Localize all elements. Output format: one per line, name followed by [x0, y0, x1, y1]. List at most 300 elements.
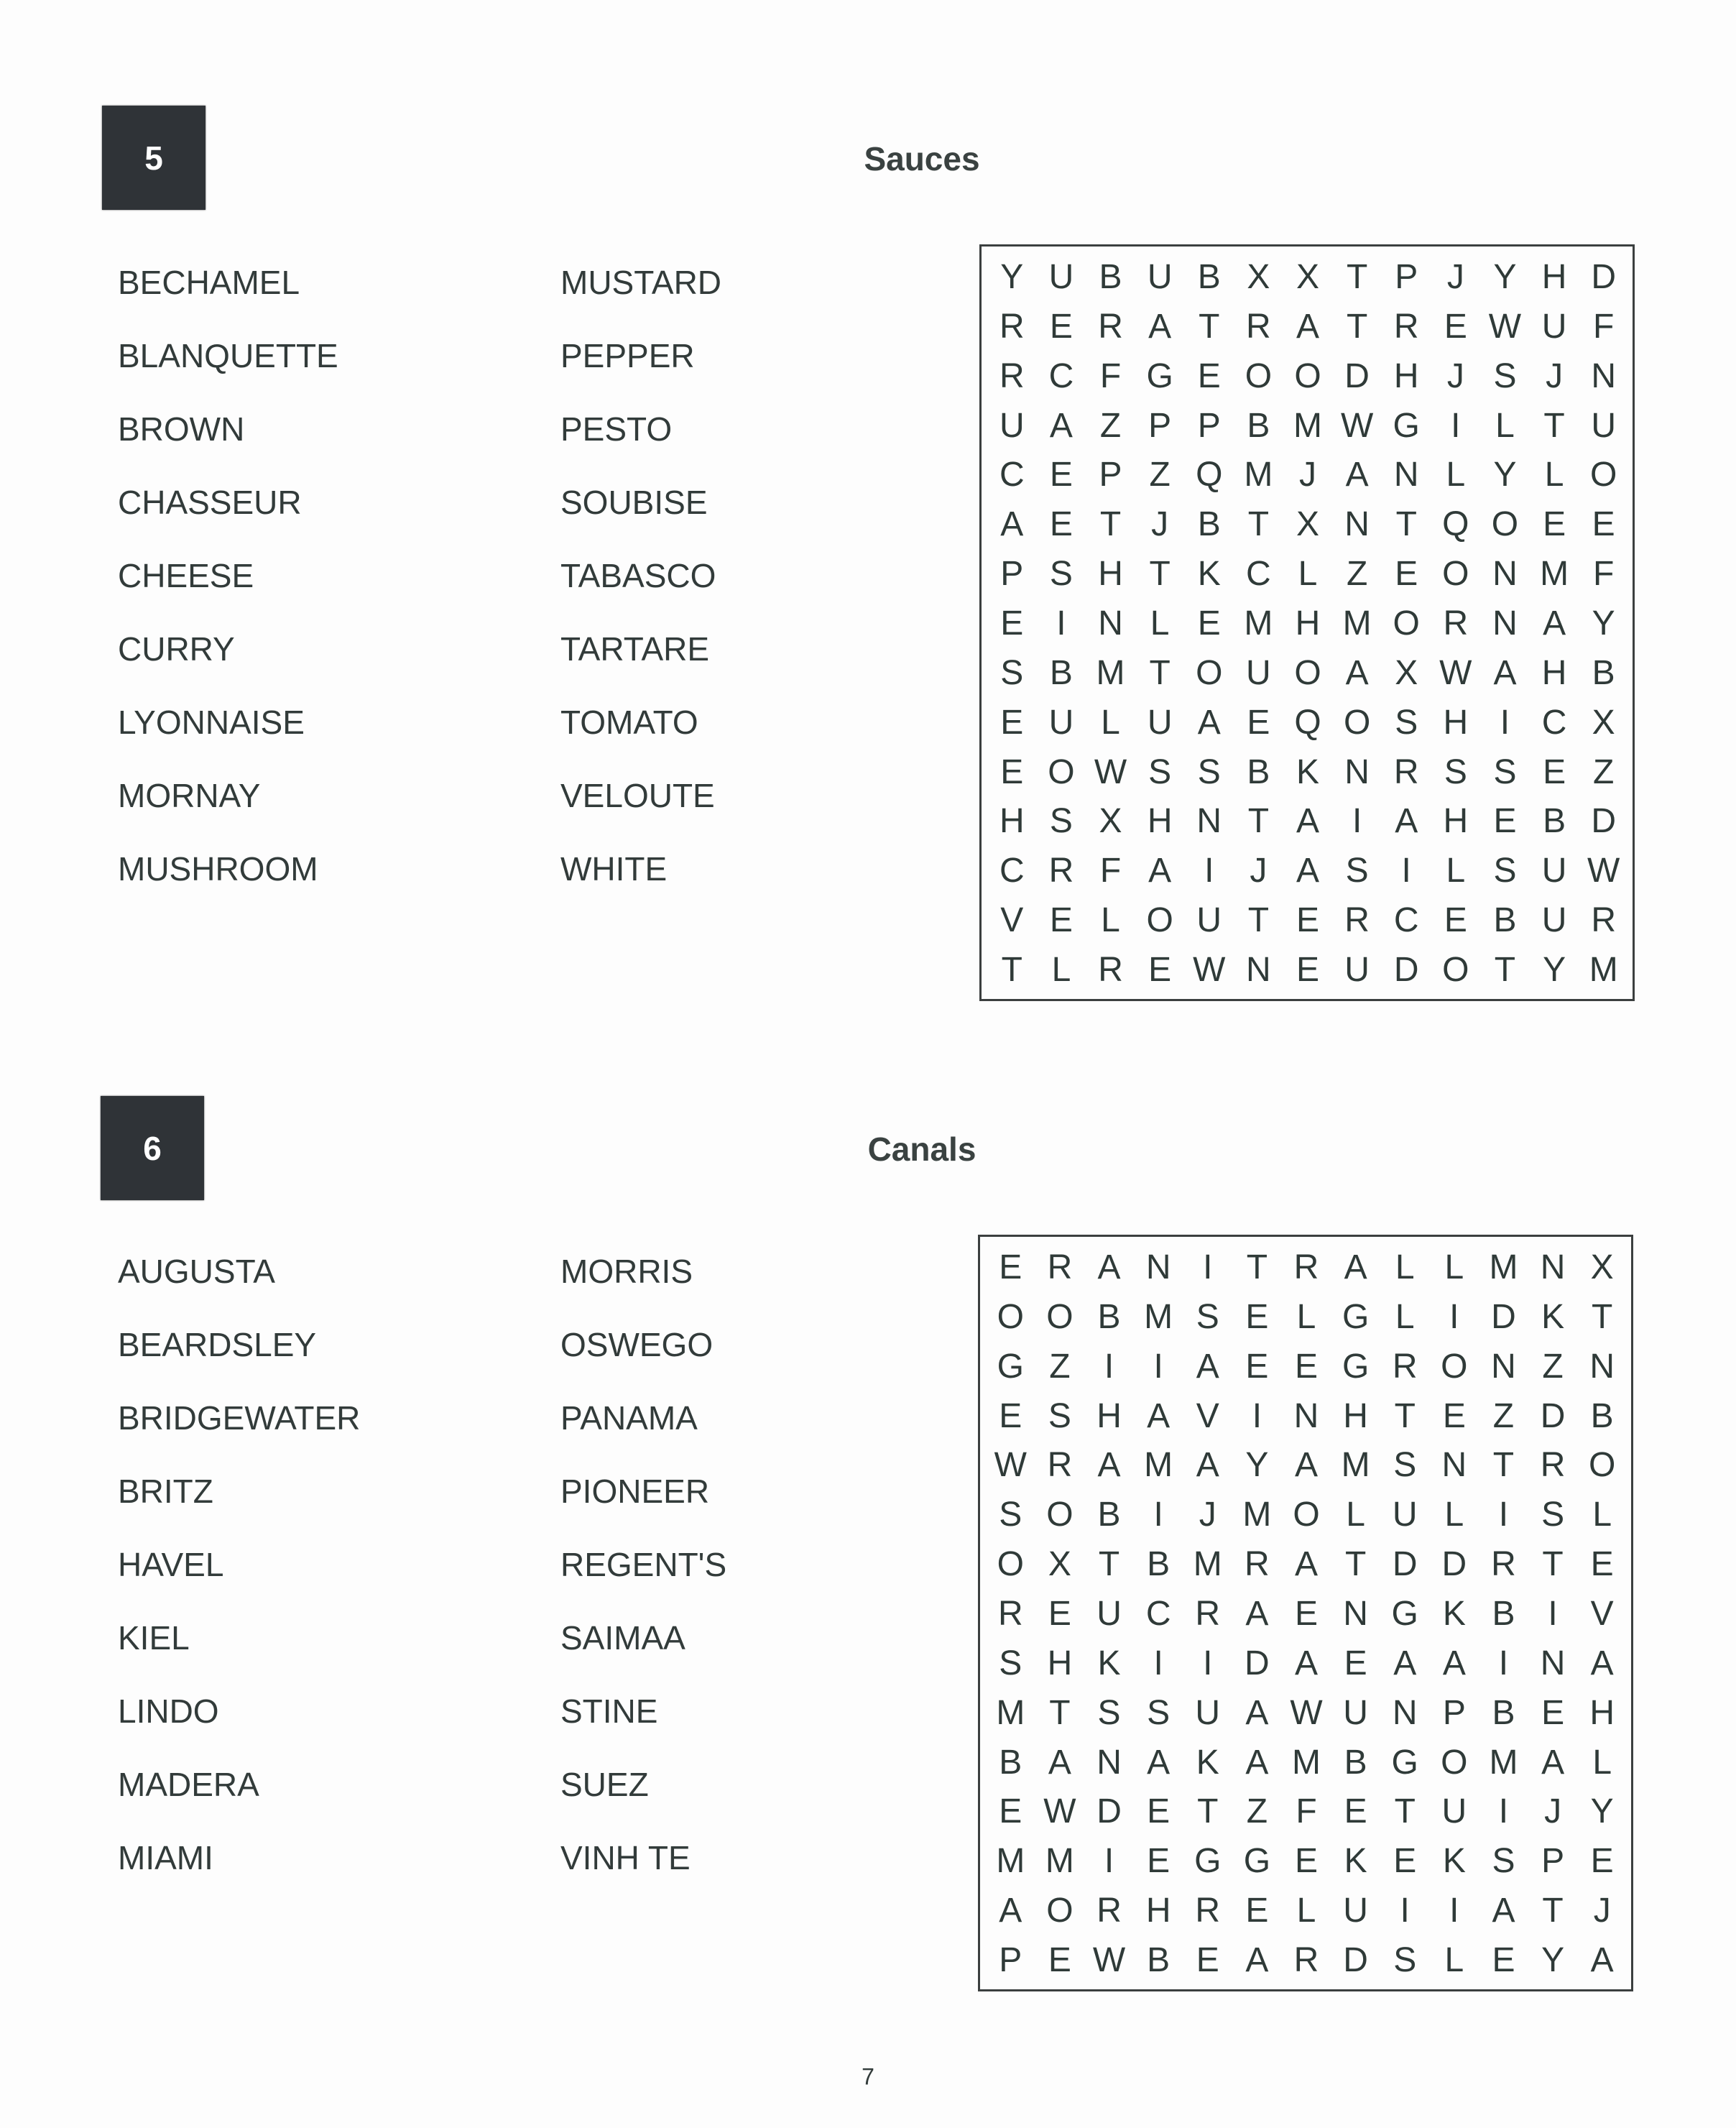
grid-letter: D	[1591, 257, 1617, 296]
grid-letter: R	[1096, 1892, 1122, 1930]
grid-letter: I	[1203, 1248, 1213, 1286]
grid-letter: B	[1592, 653, 1615, 692]
grid-letter: K	[1196, 1743, 1219, 1782]
grid-letter: M	[1589, 951, 1618, 990]
grid-letter: E	[1049, 307, 1073, 346]
grid-letter: S	[1393, 1941, 1417, 1980]
grid-letter: W	[1488, 307, 1522, 346]
word-list-col2	[560, 246, 721, 906]
grid-letter: A	[1196, 1446, 1219, 1485]
grid-letter: E	[1048, 1941, 1071, 1980]
grid-letter: E	[1296, 951, 1319, 990]
grid-letter: T	[1542, 1892, 1564, 1930]
grid-letter: X	[1247, 257, 1270, 296]
grid-letter: R	[1591, 901, 1617, 940]
grid-letter: M	[1293, 406, 1322, 445]
word-list-item: LINDO	[118, 1692, 219, 1730]
grid-letter: A	[1148, 307, 1172, 346]
grid-letter: U	[1195, 1693, 1221, 1732]
grid-letter: W	[1340, 406, 1374, 445]
grid-letter: D	[1441, 1545, 1467, 1584]
grid-letter: R	[1443, 604, 1469, 642]
grid-letter: E	[1148, 951, 1172, 990]
grid-letter: A	[1345, 653, 1369, 692]
grid-letter: M	[1096, 653, 1125, 692]
grid-letter: B	[1097, 1496, 1121, 1534]
grid-letter: S	[1197, 752, 1221, 791]
grid-letter: M	[1489, 1743, 1518, 1782]
grid-letter: S	[1000, 653, 1024, 692]
grid-letter: X	[1395, 653, 1418, 692]
grid-letter: T	[1395, 505, 1417, 544]
grid-letter: Y	[1590, 1792, 1614, 1831]
grid-letter: S	[1492, 1842, 1515, 1881]
grid-letter: Z	[1346, 555, 1368, 594]
grid-letter: F	[1099, 852, 1122, 890]
grid-letter: N	[1344, 752, 1370, 791]
grid-letter: H	[1589, 1693, 1615, 1732]
grid-letter: M	[1045, 1842, 1074, 1881]
grid-letter: S	[1345, 852, 1369, 890]
grid-letter: A	[1245, 1941, 1269, 1980]
grid-letter: M	[1342, 604, 1372, 642]
grid-letter: E	[1197, 356, 1221, 395]
word-list-item: PEPPER	[560, 337, 695, 374]
grid-letter: N	[1589, 1347, 1615, 1386]
grid-letter: B	[1247, 406, 1270, 445]
grid-letter: T	[1001, 951, 1022, 990]
grid-letter: A	[1395, 802, 1418, 841]
grid-letter: I	[1498, 1496, 1509, 1534]
word-list-item: CURRY	[118, 630, 235, 668]
grid-letter: D	[1245, 1644, 1270, 1682]
grid-letter: J	[1446, 356, 1464, 395]
grid-letter: O	[1294, 356, 1321, 395]
puzzle-title: Sauces	[864, 140, 980, 178]
grid-letter: U	[1541, 852, 1567, 890]
word-list-item: MIAMI	[118, 1839, 213, 1876]
grid-letter: P	[999, 1941, 1022, 1980]
grid-letter: O	[1442, 951, 1469, 990]
word-list-item: SUEZ	[560, 1766, 649, 1803]
grid-letter: E	[1541, 1693, 1565, 1732]
grid-letter: I	[1153, 1644, 1163, 1682]
grid-letter: B	[1197, 257, 1221, 296]
grid-letter: A	[1097, 1248, 1121, 1286]
grid-letter: E	[1492, 1941, 1515, 1980]
grid-letter: L	[1495, 406, 1515, 445]
grid-letter: A	[1296, 307, 1319, 346]
grid-letter: H	[1541, 653, 1567, 692]
grid-letter: U	[1096, 1594, 1122, 1633]
grid-letter: M	[996, 1693, 1025, 1732]
word-list-col1	[118, 1235, 360, 1894]
grid-letter: D	[1393, 951, 1419, 990]
grid-letter: S	[999, 1644, 1022, 1682]
grid-letter: L	[1592, 1496, 1612, 1534]
grid-letter: S	[1493, 356, 1517, 395]
grid-letter: T	[1246, 1248, 1268, 1286]
grid-letter: M	[996, 1842, 1025, 1881]
word-list-item: TABASCO	[560, 557, 716, 594]
grid-letter: H	[1443, 703, 1469, 742]
grid-letter: U	[1196, 901, 1222, 940]
grid-letter: E	[1245, 1297, 1269, 1336]
grid-letter: O	[1491, 505, 1519, 544]
grid-letter: B	[1493, 901, 1517, 940]
grid-letter: D	[1591, 802, 1617, 841]
grid-letter: U	[1392, 1496, 1418, 1534]
grid-letter: R	[1540, 1446, 1566, 1485]
grid-letter: A	[1147, 1396, 1171, 1435]
puzzle-number-badge: 6	[101, 1096, 204, 1200]
grid-letter: W	[1094, 752, 1127, 791]
grid-letter: Z	[1542, 1347, 1564, 1386]
grid-letter: N	[1343, 1594, 1368, 1633]
grid-letter: I	[1451, 406, 1461, 445]
grid-letter: F	[1593, 307, 1615, 346]
grid-letter: N	[1591, 356, 1617, 395]
grid-letter: S	[1493, 852, 1517, 890]
grid-letter: X	[1592, 703, 1615, 742]
grid-letter: N	[1246, 951, 1271, 990]
grid-letter: W	[1043, 1792, 1076, 1831]
grid-letter: T	[1247, 802, 1270, 841]
grid-letter: V	[1590, 1594, 1614, 1633]
grid-letter: X	[1296, 257, 1319, 296]
grid-letter: C	[1246, 555, 1271, 594]
grid-letter: F	[1099, 356, 1122, 395]
grid-letter: I	[1104, 1347, 1114, 1386]
grid-letter: E	[1245, 1892, 1269, 1930]
grid-letter: I	[1153, 1347, 1163, 1386]
word-list-item: SAIMAA	[560, 1619, 685, 1657]
grid-letter: L	[1346, 1496, 1365, 1534]
grid-letter: P	[1000, 555, 1024, 594]
grid-letter: L	[1395, 1297, 1415, 1336]
grid-letter: R	[1048, 852, 1074, 890]
grid-letter: R	[1098, 307, 1123, 346]
grid-letter: M	[1540, 555, 1569, 594]
grid-letter: T	[1049, 1693, 1071, 1732]
word-list-col2	[560, 1235, 726, 1894]
grid-letter: B	[1492, 1594, 1515, 1633]
grid-letter: E	[1444, 307, 1467, 346]
grid-letter: S	[1493, 752, 1517, 791]
grid-letter: M	[1489, 1248, 1518, 1286]
grid-letter: A	[1197, 703, 1221, 742]
grid-letter: J	[1544, 1792, 1562, 1831]
grid-letter: G	[1391, 1743, 1418, 1782]
grid-letter: R	[1393, 307, 1419, 346]
grid-letter: L	[1446, 456, 1466, 494]
grid-letter: B	[1492, 1693, 1515, 1732]
grid-letter: H	[1096, 1396, 1122, 1435]
grid-letter: I	[1498, 1644, 1509, 1682]
grid-letter: A	[1442, 1644, 1466, 1682]
grid-letter: A	[1245, 1594, 1269, 1633]
word-list-item: TOMATO	[560, 704, 698, 741]
grid-letter: U	[1541, 307, 1567, 346]
grid-letter: E	[1294, 1842, 1318, 1881]
grid-letter: L	[1296, 1297, 1316, 1336]
grid-letter: A	[1296, 852, 1319, 890]
grid-letter: E	[1393, 1842, 1417, 1881]
grid-letter: Y	[1493, 257, 1517, 296]
grid-letter: U	[1147, 703, 1173, 742]
grid-letter: U	[1343, 1892, 1368, 1930]
grid-letter: S	[1048, 1396, 1071, 1435]
word-list-item: CHASSEUR	[118, 484, 302, 521]
grid-letter: A	[1294, 1644, 1318, 1682]
page-number: 7	[862, 2063, 874, 2090]
grid-letter: K	[1197, 555, 1221, 594]
grid-letter: E	[1590, 1545, 1614, 1584]
grid-letter: E	[1294, 1594, 1318, 1633]
word-list-item: PIONEER	[560, 1473, 710, 1510]
grid-letter: S	[1393, 1446, 1417, 1485]
grid-letter: W	[1587, 852, 1620, 890]
grid-letter: E	[1592, 505, 1615, 544]
grid-letter: K	[1442, 1594, 1466, 1633]
word-list-item: WHITE	[560, 850, 668, 888]
grid-letter: E	[1543, 505, 1566, 544]
grid-letter: H	[1145, 1892, 1171, 1930]
word-list-item: MADERA	[118, 1766, 259, 1803]
grid-letter: B	[1590, 1396, 1614, 1435]
word-list-item: SOUBISE	[560, 484, 708, 521]
grid-letter: P	[1442, 1693, 1466, 1732]
grid-letter: A	[1590, 1644, 1614, 1682]
grid-letter: A	[1541, 1743, 1565, 1782]
puzzle-number-badge: 5	[102, 106, 206, 210]
word-list-item: VELOUTE	[560, 777, 715, 814]
grid-letter: T	[1247, 901, 1270, 940]
grid-letter: O	[1245, 356, 1273, 395]
grid-letter: E	[1245, 1347, 1269, 1386]
grid-letter: V	[1196, 1396, 1219, 1435]
grid-letter: G	[1194, 1842, 1222, 1881]
grid-letter: O	[1441, 1743, 1468, 1782]
grid-letter: Y	[1493, 456, 1517, 494]
grid-letter: U	[1048, 257, 1074, 296]
grid-letter: E	[1147, 1792, 1171, 1831]
grid-letter: T	[1346, 307, 1368, 346]
grid-letter: W	[1290, 1693, 1323, 1732]
grid-letter: I	[1498, 1792, 1509, 1831]
grid-letter: N	[1145, 1248, 1171, 1286]
grid-letter: A	[1543, 604, 1566, 642]
grid-letter: T	[1199, 307, 1220, 346]
grid-letter: V	[1000, 901, 1024, 940]
grid-letter: A	[1294, 1446, 1318, 1485]
grid-letter: U	[1147, 257, 1173, 296]
grid-letter: N	[1540, 1644, 1566, 1682]
grid-letter: C	[1048, 356, 1074, 395]
word-list-col1	[118, 246, 338, 906]
grid-letter: T	[1592, 1297, 1613, 1336]
grid-letter: G	[997, 1347, 1024, 1386]
grid-letter: I	[1449, 1892, 1459, 1930]
grid-letter: R	[1047, 1248, 1073, 1286]
grid-letter: O	[997, 1297, 1024, 1336]
word-list-item: BRITZ	[118, 1473, 213, 1510]
word-list-item: AUGUSTA	[118, 1253, 275, 1290]
grid-letter: R	[1195, 1892, 1221, 1930]
grid-letter: N	[1492, 604, 1518, 642]
grid-letter: E	[999, 1396, 1022, 1435]
grid-letter: E	[1197, 604, 1221, 642]
grid-letter: B	[1543, 802, 1566, 841]
word-list-item: REGENT'S	[560, 1546, 727, 1583]
grid-letter: D	[1392, 1545, 1418, 1584]
grid-letter: A	[1245, 1743, 1269, 1782]
grid-letter: R	[999, 307, 1025, 346]
grid-letter: A	[1048, 1743, 1071, 1782]
grid-letter: R	[997, 1594, 1023, 1633]
grid-letter: J	[1199, 1496, 1216, 1534]
grid-letter: N	[1393, 456, 1419, 494]
grid-letter: I	[1449, 1297, 1459, 1336]
grid-letter: M	[1242, 1496, 1272, 1534]
grid-letter: I	[1401, 852, 1411, 890]
word-list-item: BECHAMEL	[118, 264, 300, 301]
grid-letter: O	[997, 1545, 1024, 1584]
grid-letter: I	[1204, 852, 1214, 890]
grid-letter: P	[1541, 1842, 1565, 1881]
grid-letter: O	[1589, 1446, 1616, 1485]
grid-letter: E	[1543, 752, 1566, 791]
grid-letter: O	[1393, 604, 1420, 642]
word-list-item: VINH TE	[560, 1839, 691, 1876]
grid-letter: N	[1098, 604, 1123, 642]
grid-letter: L	[1296, 1892, 1316, 1930]
grid-letter: T	[1197, 1792, 1219, 1831]
grid-letter: Q	[1442, 505, 1469, 544]
grid-letter: K	[1097, 1644, 1121, 1682]
grid-letter: Z	[1492, 1396, 1515, 1435]
grid-letter: N	[1344, 505, 1370, 544]
grid-letter: L	[1444, 1248, 1464, 1286]
grid-letter: U	[1246, 653, 1271, 692]
grid-letter: M	[1193, 1545, 1222, 1584]
grid-letter: I	[1056, 604, 1066, 642]
grid-letter: Y	[1000, 257, 1024, 296]
grid-letter: N	[1196, 802, 1222, 841]
grid-letter: S	[1147, 1693, 1171, 1732]
grid-letter: K	[1296, 752, 1319, 791]
grid-letter: A	[1493, 653, 1517, 692]
grid-letter: U	[1343, 1693, 1368, 1732]
grid-letter: A	[1097, 1446, 1121, 1485]
grid-letter: I	[1104, 1842, 1114, 1881]
grid-letter: A	[1148, 852, 1172, 890]
grid-letter: E	[1196, 1941, 1219, 1980]
grid-letter: H	[1393, 356, 1419, 395]
word-list-item: PESTO	[560, 410, 673, 448]
grid-letter: N	[1392, 1693, 1418, 1732]
grid-letter: H	[1147, 802, 1173, 841]
grid-letter: N	[1491, 1347, 1516, 1386]
grid-letter: X	[1099, 802, 1122, 841]
grid-letter: E	[1344, 1792, 1367, 1831]
grid-letter: R	[1293, 1248, 1319, 1286]
grid-letter: N	[1492, 555, 1518, 594]
grid-letter: K	[1344, 1842, 1367, 1881]
word-list-item: MUSTARD	[560, 264, 722, 301]
grid-letter: H	[999, 802, 1025, 841]
grid-letter: A	[1049, 406, 1073, 445]
grid-letter: X	[1048, 1545, 1071, 1584]
word-list-item: LYONNAISE	[118, 704, 305, 741]
grid-letter: R	[1491, 1545, 1516, 1584]
grid-letter: C	[1393, 901, 1419, 940]
grid-letter: E	[1000, 604, 1024, 642]
grid-letter: G	[1342, 1347, 1370, 1386]
grid-letter: H	[1047, 1644, 1073, 1682]
grid-letter: B	[999, 1743, 1022, 1782]
grid-letter: N	[1096, 1743, 1122, 1782]
grid-letter: W	[994, 1446, 1027, 1485]
grid-letter: G	[1243, 1842, 1271, 1881]
grid-letter: T	[1394, 1792, 1416, 1831]
word-search-grid	[979, 244, 1635, 1001]
grid-letter: L	[1444, 1941, 1464, 1980]
grid-letter: J	[1593, 1892, 1611, 1930]
grid-letter: T	[1346, 257, 1368, 296]
grid-letter: O	[1146, 901, 1173, 940]
word-list-item: MUSHROOM	[118, 850, 318, 888]
grid-letter: O	[1046, 1496, 1074, 1534]
grid-letter: T	[1098, 1545, 1120, 1584]
grid-letter: I	[1400, 1892, 1410, 1930]
grid-letter: I	[1548, 1594, 1558, 1633]
grid-letter: C	[999, 456, 1025, 494]
grid-letter: R	[1245, 1545, 1270, 1584]
grid-letter: O	[1343, 703, 1371, 742]
grid-letter: E	[1296, 901, 1319, 940]
grid-letter: E	[1000, 752, 1024, 791]
grid-letter: S	[999, 1496, 1022, 1534]
grid-letter: Z	[1593, 752, 1615, 791]
grid-letter: J	[1546, 356, 1564, 395]
grid-letter: M	[1144, 1297, 1173, 1336]
grid-letter: B	[1247, 752, 1270, 791]
grid-letter: D	[1344, 356, 1370, 395]
grid-letter: K	[1442, 1842, 1466, 1881]
grid-letter: L	[1446, 852, 1466, 890]
word-list-item: MORNAY	[118, 777, 261, 814]
grid-letter: F	[1296, 1792, 1317, 1831]
grid-letter: H	[1295, 604, 1321, 642]
grid-letter: W	[1092, 1941, 1126, 1980]
grid-letter: A	[1245, 1693, 1269, 1732]
grid-letter: T	[1247, 505, 1270, 544]
grid-letter: B	[1097, 1297, 1121, 1336]
grid-letter: U	[1591, 406, 1617, 445]
grid-letter: I	[1500, 703, 1510, 742]
word-list-item: HAVEL	[118, 1546, 224, 1583]
grid-letter: Q	[1294, 703, 1321, 742]
grid-letter: R	[1195, 1594, 1221, 1633]
grid-letter: P	[1148, 406, 1172, 445]
grid-letter: U	[1441, 1792, 1467, 1831]
grid-letter: M	[1341, 1446, 1370, 1485]
grid-letter: T	[1542, 1545, 1564, 1584]
grid-letter: J	[1446, 257, 1464, 296]
word-list-item: OSWEGO	[560, 1326, 714, 1363]
grid-letter: P	[1099, 456, 1122, 494]
